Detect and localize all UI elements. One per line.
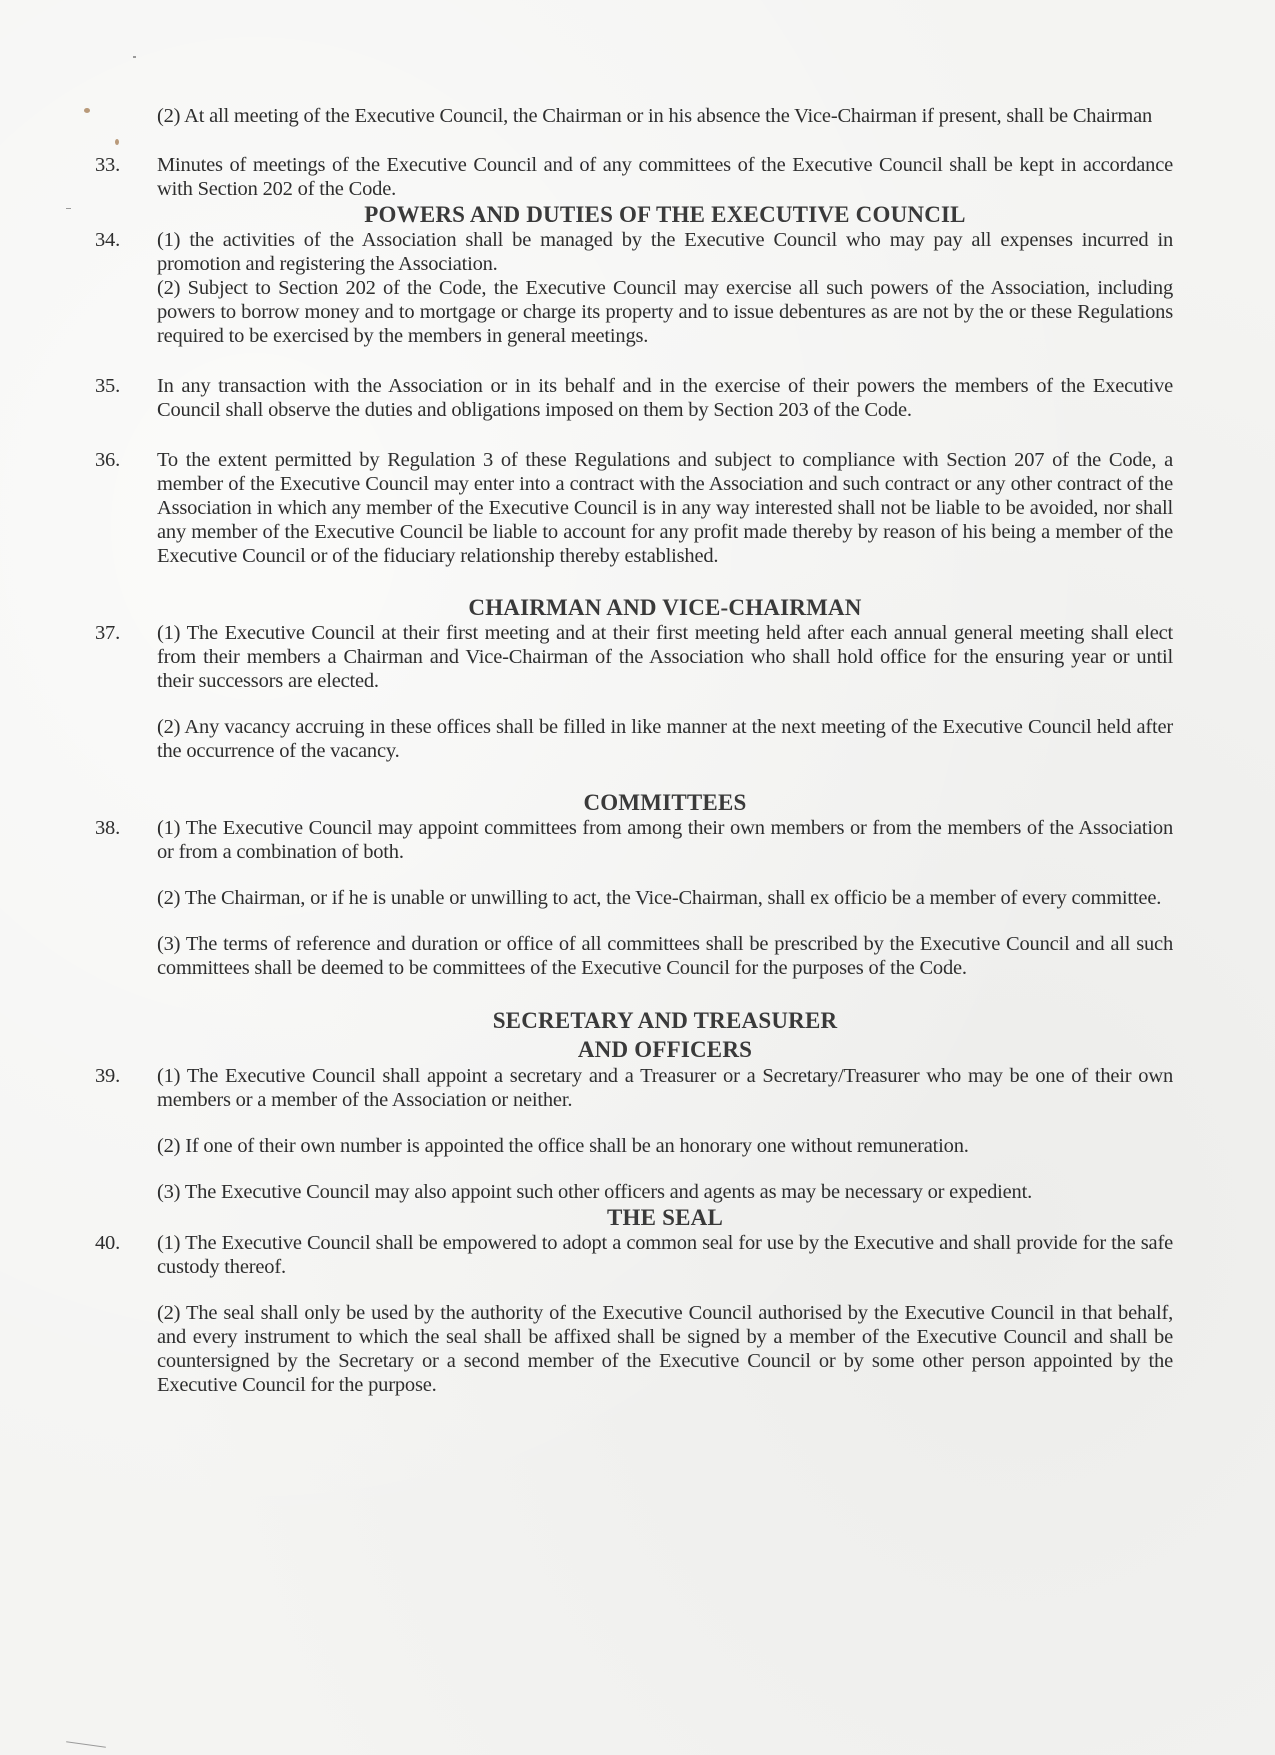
regulation-35 (95, 374, 1173, 422)
section-heading-powers-and-duties: POWERS AND DUTIES OF THE EXECUTIVE COUNCIL (364, 202, 966, 227)
regulation-number: 37. (95, 622, 121, 644)
regulation-number: 34. (95, 229, 121, 251)
regulation-text: (1) The Executive Council shall appoint a secretary and a Treasurer or a Secretary/Treasurer who may be one of their own members or a member of the Association or neither. (157, 1065, 1173, 1111)
regulation-text: (1) The Executive Council at their first meeting and at their first meeting held after each annual general meeting shall elect from their members a Chairman and Vice-Chairman of the Association who shall hold office for the ensuring year or until their successors are elected. (157, 622, 1173, 692)
scan-mark (66, 1741, 106, 1748)
section-heading-secretary-treasurer: SECRETARY AND TREASURER (492, 1008, 838, 1033)
scan-speck (84, 108, 90, 113)
regulation-40 (95, 1231, 1173, 1279)
paragraph-37-2: (2) Any vacancy accruing in these offices shall be filled in like manner at the next meeting of the Executive Council held after the occurrence of the vacancy. (157, 716, 1173, 762)
regulation-number: 36. (95, 449, 121, 471)
document-body (95, 104, 1173, 1397)
section-heading-officers: AND OFFICERS (577, 1037, 753, 1062)
regulation-text: (1) the activities of the Association shall be managed by the Executive Council who may pay all expenses incurred in promotion and registering the Association. (157, 229, 1173, 275)
paragraph-40-2: (2) The seal shall only be used by the authority of the Executive Council authorised by the Executive Council in that behalf, and every instrument to which the seal shall be affixed shall be signed by a member of the Executive Council and shall be countersigned by the Secretary or a second member of the Executive Council or by some other person appointed by the Executive Council for the purpose. (157, 1302, 1173, 1396)
regulation-text: In any transaction with the Association or in its behalf and in the exercise of their powers the members of the Executive Council shall observe the duties and obligations imposed on them by Section 203 of the Code. (157, 375, 1173, 421)
section-heading-seal: THE SEAL (606, 1205, 723, 1230)
regulation-39 (95, 1064, 1173, 1112)
regulation-text: (1) The Executive Council may appoint committees from among their own members or from the members of the Association or from a combination of both. (157, 817, 1173, 863)
regulation-33 (95, 153, 1173, 201)
paragraph-38-2: (2) The Chairman, or if he is unable or unwilling to act, the Vice-Chairman, shall ex officio be a member of every committee. (157, 887, 1162, 909)
regulation-text: To the extent permitted by Regulation 3 of these Regulations and subject to compliance with Section 207 of the Code, a member of the Executive Council may enter into a contract with the Association and such contract or any other contract of the Association in which any member of the Executive Council is in any way interested shall not be liable to be avoided, nor shall any member of the Executive Council be liable to account for any profit made thereby by reason of his being a member of the Executive Council or of the fiduciary relationship thereby established. (157, 449, 1173, 567)
regulation-34 (95, 228, 1173, 276)
scan-mark (66, 208, 71, 209)
paragraph-34-2: (2) Subject to Section 202 of the Code, the Executive Council may exercise all such powers of the Association, including powers to borrow money and to mortgage or charge its property and to issue debentures as are not by the or these Regulations required to be exercised by the members in general meetings. (157, 277, 1173, 347)
regulation-number: 33. (95, 154, 121, 176)
regulation-38 (95, 816, 1173, 864)
section-heading-chairman: CHAIRMAN AND VICE-CHAIRMAN (468, 595, 862, 620)
regulation-number: 40. (95, 1232, 121, 1254)
regulation-text: Minutes of meetings of the Executive Council and of any committees of the Executive Council shall be kept in accordance with Section 202 of the Code. (157, 154, 1173, 200)
paragraph-39-3: (3) The Executive Council may also appoint such other officers and agents as may be necessary or expedient. (157, 1181, 1032, 1203)
regulation-text: (1) The Executive Council shall be empowered to adopt a common seal for use by the Executive and shall provide for the safe custody thereof. (157, 1232, 1173, 1278)
regulation-36 (95, 448, 1173, 568)
section-heading-committees: COMMITTEES (583, 790, 747, 815)
paragraph-38-3: (3) The terms of reference and duration or office of all committees shall be prescribed by the Executive Council and all such committees shall be deemed to be committees of the Executive Council for the purposes of the Code. (157, 933, 1173, 979)
regulation-number: 38. (95, 817, 121, 839)
regulation-number: 35. (95, 375, 121, 397)
paragraph-32-2: (2) At all meeting of the Executive Council, the Chairman or in his absence the Vice-Chairman if present, shall be Chairman (157, 105, 1153, 127)
regulation-37 (95, 621, 1173, 693)
scan-mark (133, 56, 136, 58)
paragraph-39-2: (2) If one of their own number is appointed the office shall be an honorary one without remuneration. (157, 1135, 969, 1157)
regulation-number: 39. (95, 1065, 121, 1087)
